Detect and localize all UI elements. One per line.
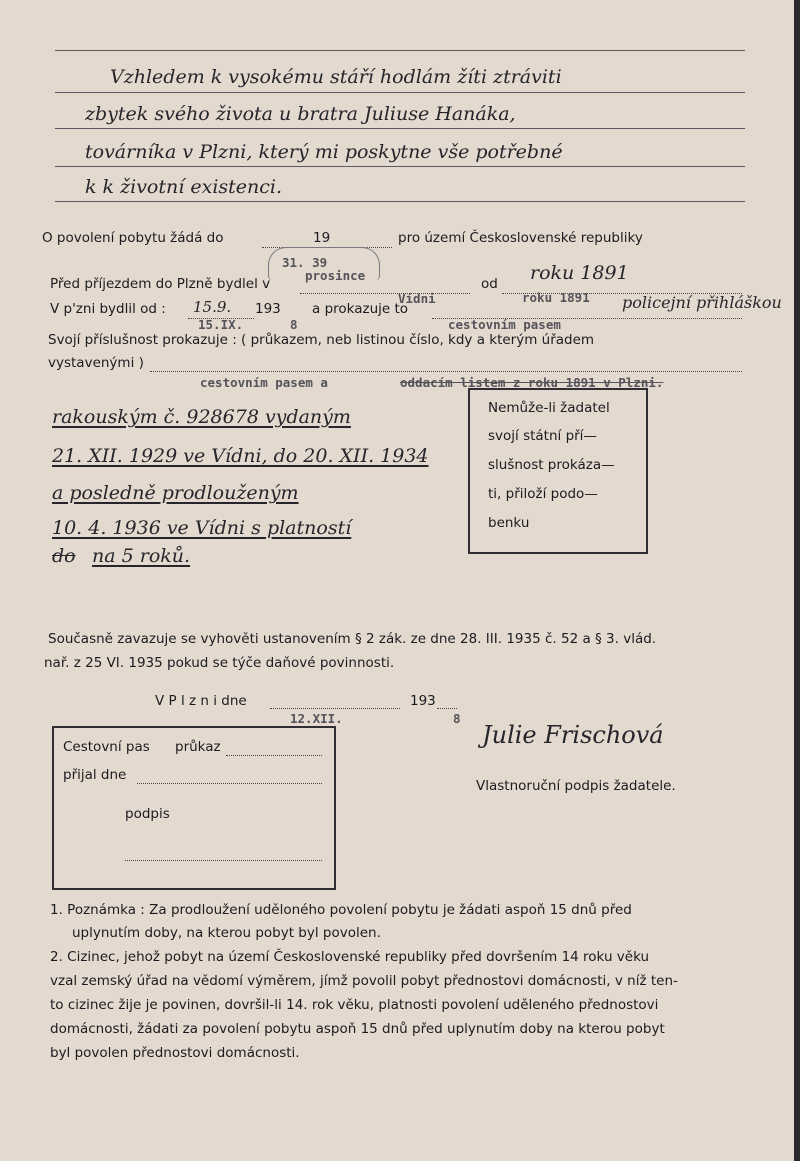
soucasne-line-2: nař. z 25 VI. 1935 pokud se týče daňové povinnosti. [44,655,395,671]
ruled-line [55,201,745,202]
receipt-passport-label: Cestovní pas [63,739,150,755]
typed-oddacim: oddacím listem z roku 1891 v Plzni. [400,375,664,390]
receipt-prukaz-line [226,755,322,756]
handwritten-line-4: k k životní existenci. [85,176,283,198]
ruled-line [55,92,745,93]
applicant-signature: Julie Frischová [482,721,664,749]
handwritten-line-2: zbytek svého života u bratra Juliuse Hanáka, [85,103,516,125]
box-note-line-1: Nemůže-li žadatel [488,400,610,416]
note-1-line-2: uplynutím doby, na kterou pobyt byl povolen. [72,925,381,941]
povoleni-territory: pro území Československé republiky [398,230,643,246]
signature-caption: Vlastnoruční podpis žadatele. [476,778,676,794]
ruled-line [55,166,745,167]
ruled-line [55,50,745,51]
receipt-date-line [137,783,322,784]
place-date-year-line [437,708,457,709]
prokazuje-label: a prokazuje to [312,301,409,317]
typed-viden: Vídni [398,291,436,306]
typed-15ix: 15.IX. [198,317,244,332]
box-note-line-2: svojí státní pří— [488,428,597,444]
box-note-line-4: ti, přiloží podo— [488,486,598,502]
passport-struck-word: do [52,545,76,567]
prokazuje-handwritten: policejní přihláškou [622,293,782,312]
note-2-line-5: byl povolen přednostovi domácnosti. [50,1045,300,1061]
soucasne-line-1: Současně zavazuje se vyhověti ustanovením § 2 zák. ze dne 28. III. 1935 č. 52 a § 3. vlád. [48,631,657,647]
ruled-line [55,128,745,129]
note-2-line-1: 2. Cizinec, jehož pobyt na území Československé republiky před dovršením 14 roku věku [50,949,650,965]
place-date-field-line [270,708,400,709]
box-note-line-3: slušnost prokáza— [488,457,615,473]
receipt-date-label: přijal dne [63,767,127,783]
vystavenymi-field-line [150,371,742,372]
stamp-date: 31. 39 [282,255,328,270]
note-2-line-2: vzal zemský úřad na vědomí výměrem, jímž povolil pobyt přednostovi domácnosti, v níž ten- [50,973,678,989]
povoleni-label: O povolení pobytu žádá do [42,230,224,246]
pred-prijezdem-label: Před příjezdem do Plzně bydlel v [50,276,271,292]
v-plzni-year: 193 [255,301,281,317]
pred-od-handwritten: roku 1891 [530,262,629,284]
passport-line-5: na 5 roků. [92,545,191,567]
note-1-line-1: 1. Poznámka : Za prodloužení uděloného povolení pobytu je žádati aspoň 15 dnů před [50,902,632,918]
note-2-line-4: domácnosti, žádati za povolení pobytu aspoň 15 dnů před uplynutím doby na kterou pobyt [50,1021,665,1037]
place-date-year: 193 [410,693,436,709]
v-plzni-date: 15.9. [193,298,232,316]
typed-cestovnim-2: cestovním pasem a [200,375,328,390]
typed-roku: roku 1891 [522,290,590,305]
scan-edge [794,0,800,1161]
handwritten-line-1: Vzhledem k vysokému stáří hodlám žíti ztráviti [110,66,562,88]
povoleni-year: 19 [313,230,331,246]
passport-line-3: a posledně prodlouženým [52,482,299,504]
passport-line-1: rakouským č. 928678 vydaným [52,406,351,428]
prislusnost-label: Svojí příslušnost prokazuje : ( průkazem, neb listinou číslo, kdy a kterým úřadem [48,332,595,348]
note-2-line-3: to cizinec žije je povinen, dovršil-li 14. rok věku, platnosti povolení uděleného přednostovi [50,997,659,1013]
box-note-line-5: benku [488,515,530,531]
od-label: od [481,276,498,292]
handwritten-line-3: továrníka v Plzni, který mi poskytne vše potřebné [85,141,563,163]
typed-cestovnim-1: cestovním pasem [448,317,561,332]
passport-line-4: 10. 4. 1936 ve Vídni s platností [52,517,352,539]
receipt-signature-label: podpis [125,806,170,822]
passport-line-2: 21. XII. 1929 ve Vídni, do 20. XII. 1934 [52,445,429,467]
place-date-label: V P l z n i dne [155,693,247,709]
typed-place-8: 8 [453,711,461,726]
typed-8: 8 [290,317,298,332]
receipt-prukaz-label: průkaz [175,739,221,755]
v-plzni-label: V p'zni bydlil od : [50,301,166,317]
typed-place-date: 12.XII. [290,711,343,726]
pred-field-line [300,293,470,294]
receipt-signature-line [125,860,322,861]
stamp-month: prosince [305,268,366,283]
vystavenymi-label: vystavenými ) [48,355,144,371]
